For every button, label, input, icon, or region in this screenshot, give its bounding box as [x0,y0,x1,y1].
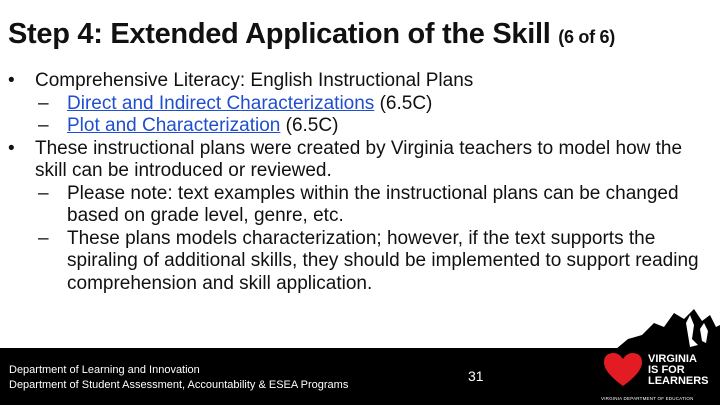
dash-mark: – [38,115,49,136]
bullet-mark: • [8,137,15,159]
direct-indirect-characterizations-link[interactable]: Direct and Indirect Characterizations [67,92,375,114]
logo-line-3: LEARNERS [648,375,709,387]
slide-title-text: Step 4: Extended Application of the Skill [8,18,551,50]
bullet-item [0,138,700,183]
sub-item-text: These plans models characterization; however, if the text supports the spiraling of additional skills, they should be implemented to support reading comprehension and skill application. [67,227,699,294]
page-number: 31 [468,368,484,384]
sub-item-suffix: (6.5C) [280,115,339,136]
department-line-2: Department of Student Assessment, Accountability & ESEA Programs [9,379,349,391]
heart-icon [604,353,642,387]
logo-line-2: IS FOR [648,364,685,376]
logo-wordmark [648,354,709,387]
dash-mark: – [38,182,49,204]
sub-item [0,93,700,116]
slide-content [0,70,700,295]
dash-mark: – [38,92,49,114]
department-line-1: Department of Learning and Innovation [9,364,200,376]
logo-line-1: VIRGINIA [648,353,697,365]
sub-item [0,183,700,228]
sub-item-text: Please note: text examples within the instructional plans can be changed based on grade level, genre, etc. [67,182,679,226]
logo-tagline: VIRGINIA DEPARTMENT OF EDUCATION [601,396,694,401]
slide-title [8,18,718,51]
sub-item [0,115,700,138]
department-info [9,363,348,393]
plot-characterization-link[interactable]: Plot and Characterization [67,115,281,136]
bullet-text: Comprehensive Literacy: English Instructional Plans [35,70,474,91]
virginia-is-for-learners-logo [598,305,720,405]
bullet-item [0,70,700,93]
sub-item-suffix: (6.5C) [374,92,433,114]
sub-item [0,228,700,296]
dash-mark: – [38,227,49,249]
bullet-mark: • [8,70,15,91]
bullet-text: These instructional plans were created by Virginia teachers to model how the skill can be introduced or reviewed. [35,137,683,181]
slide-title-suffix: (6 of 6) [558,27,615,47]
